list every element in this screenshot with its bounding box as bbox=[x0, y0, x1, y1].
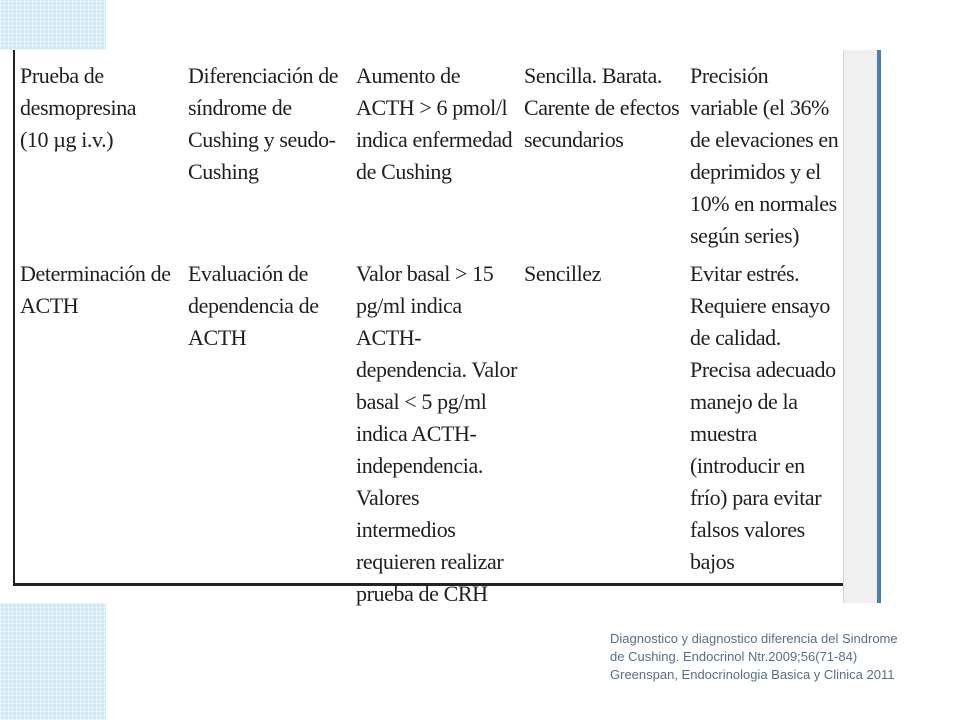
use-cell bbox=[188, 60, 356, 258]
decorative-corner-bottom bbox=[0, 603, 106, 720]
test-name: Prueba de desmopresina (10 µg i.v.) bbox=[20, 63, 137, 152]
advantages-cell bbox=[524, 258, 690, 616]
test-criteria: Aumento de ACTH > 6 pmol/l indica enfermedad de Cushing bbox=[356, 63, 513, 184]
decorative-corner-top bbox=[0, 0, 106, 50]
test-advantages: Sencilla. Barata. Carente de efectos secundarios bbox=[524, 63, 680, 152]
source-caption: Diagnostico y diagnostico diferencia del Sindrome de Cushing. Endocrinol Ntr.2009;56(71-84) Greenspan, Endocrinologia Basica y Clinica 2011 bbox=[610, 631, 898, 682]
disadvantages-cell bbox=[690, 60, 845, 258]
test-name-cell bbox=[20, 60, 188, 258]
test-criteria: Valor basal > 15 pg/ml indica ACTH-dependencia. Valor basal < 5 pg/ml indica ACTH-independencia. Valores intermedios requieren realizar prueba de CRH bbox=[356, 261, 517, 606]
test-advantages: Sencillez bbox=[524, 261, 602, 286]
advantages-cell bbox=[524, 60, 690, 258]
test-disadvantages: Evitar estrés. Requiere ensayo de calidad. Precisa adecuado manejo de la muestra (introducir en frío) para evitar falsos valores bajos bbox=[690, 261, 836, 574]
table-left-rule bbox=[13, 50, 15, 585]
test-use: Evaluación de dependencia de ACTH bbox=[188, 261, 319, 350]
vertical-scrollbar[interactable] bbox=[843, 50, 878, 603]
test-use: Diferenciación de síndrome de Cushing y seudo-Cushing bbox=[188, 63, 339, 184]
test-disadvantages: Precisión variable (el 36% de elevaciones en deprimidos y el 10% en normales según series) bbox=[690, 63, 839, 248]
disadvantages-cell bbox=[690, 258, 845, 616]
use-cell bbox=[188, 258, 356, 616]
table-row bbox=[20, 258, 845, 616]
table-row bbox=[20, 60, 845, 258]
criteria-cell bbox=[356, 60, 524, 258]
test-name-cell bbox=[20, 258, 188, 616]
test-name: Determinación de ACTH bbox=[20, 261, 171, 318]
window-frame-edge bbox=[877, 50, 881, 603]
diagnostic-tests-table bbox=[20, 60, 845, 616]
criteria-cell bbox=[356, 258, 524, 616]
